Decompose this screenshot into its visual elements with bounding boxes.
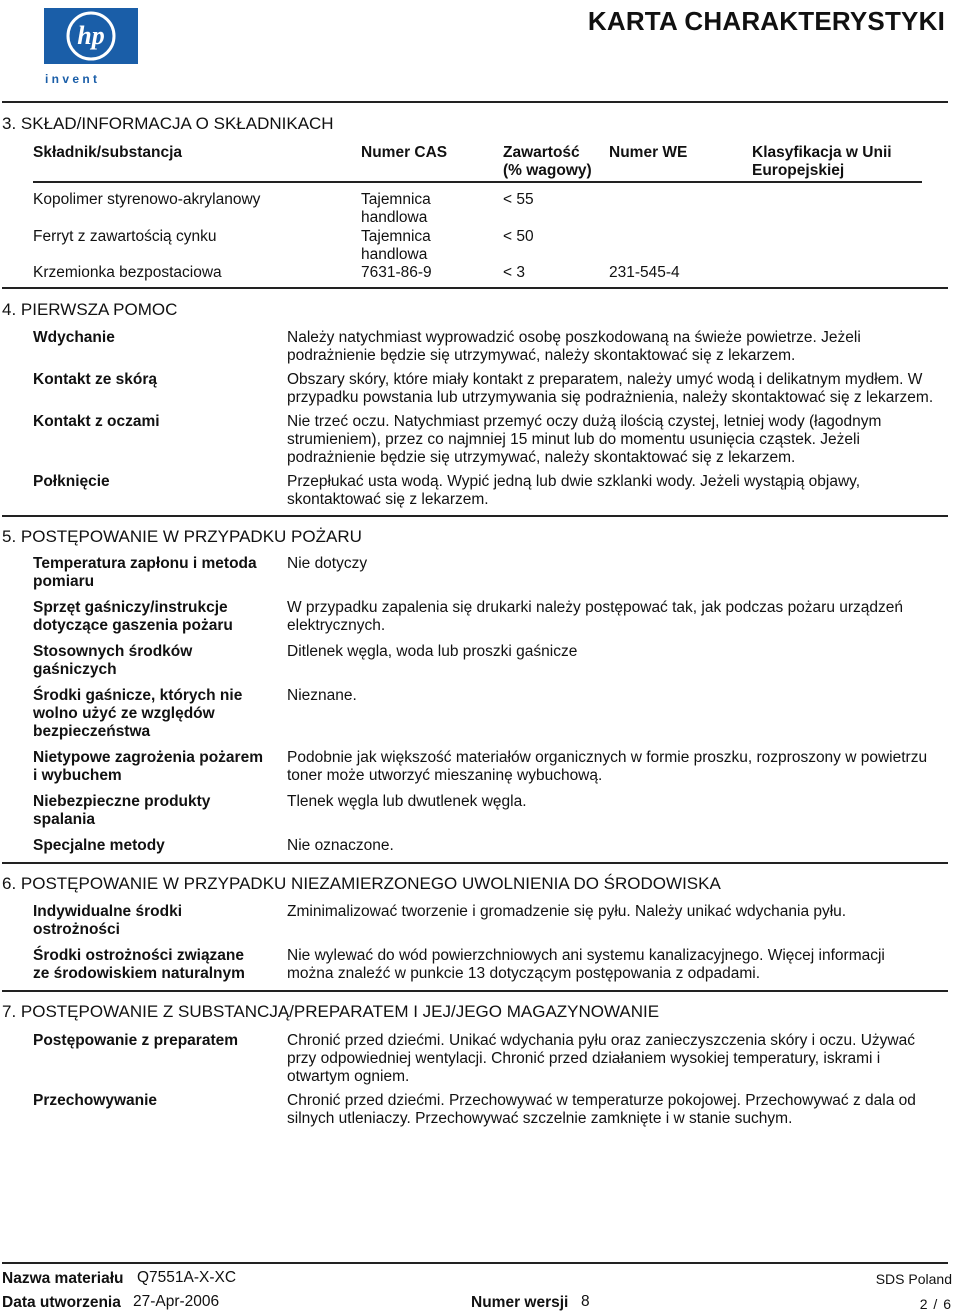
combustion-products-text: Tlenek węgla lub dwutlenek węgla. [287, 793, 527, 810]
unsuitable-media-label: Środki gaśnicze, których nie [33, 687, 243, 704]
environmental-precautions-label: Środki ostrożności związane [33, 947, 245, 964]
cell-content: < 50 [503, 228, 534, 245]
creation-date-value: 27-Apr-2006 [133, 1293, 220, 1310]
footer-divider [2, 1262, 948, 1264]
section-5-heading: 5. POSTĘPOWANIE W PRZYPADKU POŻARU [2, 527, 362, 546]
logo-mark: hp [77, 21, 105, 50]
table-header-rule [33, 181, 922, 183]
extinguishing-equipment-text-2: elektrycznych. [287, 617, 386, 634]
storage-text-2: silnych utleniaczy. Przechowywać szczelnie zamknięte i w stanie suchym. [287, 1110, 793, 1127]
ingestion-label: Połknięcie [33, 473, 110, 490]
ingestion-text: Przepłukać usta wodą. Wypić jedną lub dwie szklanki wody. Jeżeli wystąpią objawy, [287, 473, 861, 490]
col-cas: Numer CAS [361, 144, 448, 161]
inhalation-label: Wdychanie [33, 329, 115, 346]
col-content: Zawartość [503, 144, 580, 161]
page-number: 2 / 6 [919, 1296, 952, 1312]
combustion-products-label-2: spalania [33, 811, 96, 828]
unsuitable-media-label-3: bezpieczeństwa [33, 723, 151, 740]
version-label: Numer wersji [471, 1294, 569, 1311]
cell-substance: Ferryt z zawartością cynku [33, 228, 217, 245]
ingestion-text-2: skontaktować się z lekarzem. [287, 491, 489, 508]
section-divider [2, 515, 948, 517]
handling-text: Chronić przed dziećmi. Unikać wdychania pyłu oraz zanieczyszczenia skóry i oczu. Używać [287, 1032, 915, 1049]
cell-cas: Tajemnica [361, 228, 431, 245]
col-content-unit: (% wagowy) [503, 162, 592, 179]
col-we: Numer WE [609, 144, 688, 161]
extinguishing-equipment-label-2: dotyczące gaszenia pożaru [33, 617, 233, 634]
cell-cas: Tajemnica [361, 191, 431, 208]
flash-point-text: Nie dotyczy [287, 555, 368, 572]
inhalation-text: Należy natychmiast wyprowadzić osobę poszkodowaną na świeże powietrze. Jeżeli [287, 329, 861, 346]
section-4-heading: 4. PIERWSZA POMOC [2, 300, 178, 319]
unsuitable-media-label-2: wolno użyć ze względów [33, 705, 215, 722]
handling-text-2: przy odpowiedniej wentylacji. Chronić przed działaniem wysokiej temperatury, iskrami i [287, 1050, 881, 1067]
cell-cas-2: handlowa [361, 246, 428, 263]
flash-point-label-2: pomiaru [33, 573, 95, 590]
material-name-label: Nazwa materiału [2, 1270, 124, 1287]
section-3-heading: 3. SKŁAD/INFORMACJA O SKŁADNIKACH [2, 114, 334, 133]
cell-content: < 3 [503, 264, 525, 281]
handling-text-3: otwartym ogniem. [287, 1068, 410, 1085]
col-eu-2: Europejskiej [752, 162, 845, 179]
logo-tagline: i n v e n t [45, 72, 98, 86]
cell-substance: Krzemionka bezpostaciowa [33, 264, 222, 281]
skin-contact-label: Kontakt ze skórą [33, 371, 158, 388]
eye-contact-text-3: podrażnienie będzie się utrzymywać, należy skontaktować się z lekarzem. [287, 449, 796, 466]
col-substance: Składnik/substancja [33, 144, 183, 161]
section-7-heading: 7. POSTĘPOWANIE Z SUBSTANCJĄ/PREPARATEM I JEJ/JEGO MAGAZYNOWANIE [2, 1002, 660, 1021]
skin-contact-text: Obszary skóry, które miały kontakt z preparatem, należy umyć wodą i delikatnym mydłem. W [287, 371, 923, 388]
section-6-heading: 6. POSTĘPOWANIE W PRZYPADKU NIEZAMIERZONEGO UWOLNIENIA DO ŚRODOWISKA [2, 874, 721, 893]
eye-contact-text: Nie trzeć oczu. Natychmiast przemyć oczy dużą ilością czystej, letniej wody (łagodnym [287, 413, 882, 430]
unusual-hazards-text: Podobnie jak większość materiałów organicznych w formie proszku, rozproszony w powietrzu [287, 749, 928, 766]
suitable-media-label: Stosownych środków [33, 643, 193, 660]
eye-contact-label: Kontakt z oczami [33, 413, 160, 430]
unusual-hazards-label-2: i wybuchem [33, 767, 122, 784]
sds-region: SDS Poland [875, 1271, 952, 1287]
personal-precautions-text: Zminimalizować tworzenie i gromadzenie się pyłu. Należy unikać wdychania pyłu. [287, 903, 847, 920]
cell-content: < 55 [503, 191, 534, 208]
section-divider [2, 862, 948, 864]
material-name-value: Q7551A-X-XC [137, 1269, 237, 1286]
creation-date-label: Data utworzenia [2, 1294, 121, 1311]
handling-label: Postępowanie z preparatem [33, 1032, 239, 1049]
version-value: 8 [581, 1293, 590, 1310]
extinguishing-equipment-text: W przypadku zapalenia się drukarki należy postępować tak, jak podczas pożaru urządzeń [287, 599, 904, 616]
personal-precautions-label: Indywidualne środki [33, 903, 182, 920]
suitable-media-label-2: gaśniczych [33, 661, 117, 678]
skin-contact-text-2: przypadku powstania lub utrzymywania się podrażnienia, należy skontaktować się z lekarzem. [287, 389, 934, 406]
special-methods-label: Specjalne metody [33, 837, 165, 854]
header-divider [2, 101, 948, 103]
eye-contact-text-2: strumieniem), przez co najmniej 15 minut lub do momentu usunięcia cząstek. Jeżeli [287, 431, 860, 448]
unusual-hazards-text-2: toner może utworzyć mieszaninę wybuchową. [287, 767, 603, 784]
cell-cas-2: handlowa [361, 209, 428, 226]
special-methods-text: Nie oznaczone. [287, 837, 394, 854]
storage-text: Chronić przed dziećmi. Przechowywać w temperaturze pokojowej. Przechowywać z dala od [287, 1092, 916, 1109]
combustion-products-label: Niebezpieczne produkty [33, 793, 211, 810]
cell-substance: Kopolimer styrenowo-akrylanowy [33, 191, 261, 208]
col-eu: Klasyfikacja w Unii [752, 144, 892, 161]
suitable-media-text: Ditlenek węgla, woda lub proszki gaśnicze [287, 643, 578, 660]
section-divider [2, 990, 948, 992]
environmental-precautions-label-2: ze środowiskiem naturalnym [33, 965, 245, 982]
cell-cas: 7631-86-9 [361, 264, 432, 281]
unusual-hazards-label: Nietypowe zagrożenia pożarem [33, 749, 263, 766]
hp-logo [42, 6, 140, 86]
extinguishing-equipment-label: Sprzęt gaśniczy/instrukcje [33, 599, 228, 616]
cell-we: 231-545-4 [609, 264, 680, 281]
storage-label: Przechowywanie [33, 1092, 158, 1109]
document-title: KARTA CHARAKTERYSTYKI [587, 6, 945, 36]
unsuitable-media-text: Nieznane. [287, 687, 357, 704]
environmental-precautions-text: Nie wylewać do wód powierzchniowych ani systemu kanalizacyjnego. Więcej informacji [287, 947, 885, 964]
flash-point-label: Temperatura zapłonu i metoda [33, 555, 257, 572]
environmental-precautions-text-2: można znaleźć w punkcie 13 dotyczącym postępowania z odpadami. [287, 965, 761, 982]
section-divider [2, 287, 948, 289]
inhalation-text-2: podrażnienie będzie się utrzymywać, należy skontaktować się z lekarzem. [287, 347, 796, 364]
personal-precautions-label-2: ostrożności [33, 921, 120, 938]
